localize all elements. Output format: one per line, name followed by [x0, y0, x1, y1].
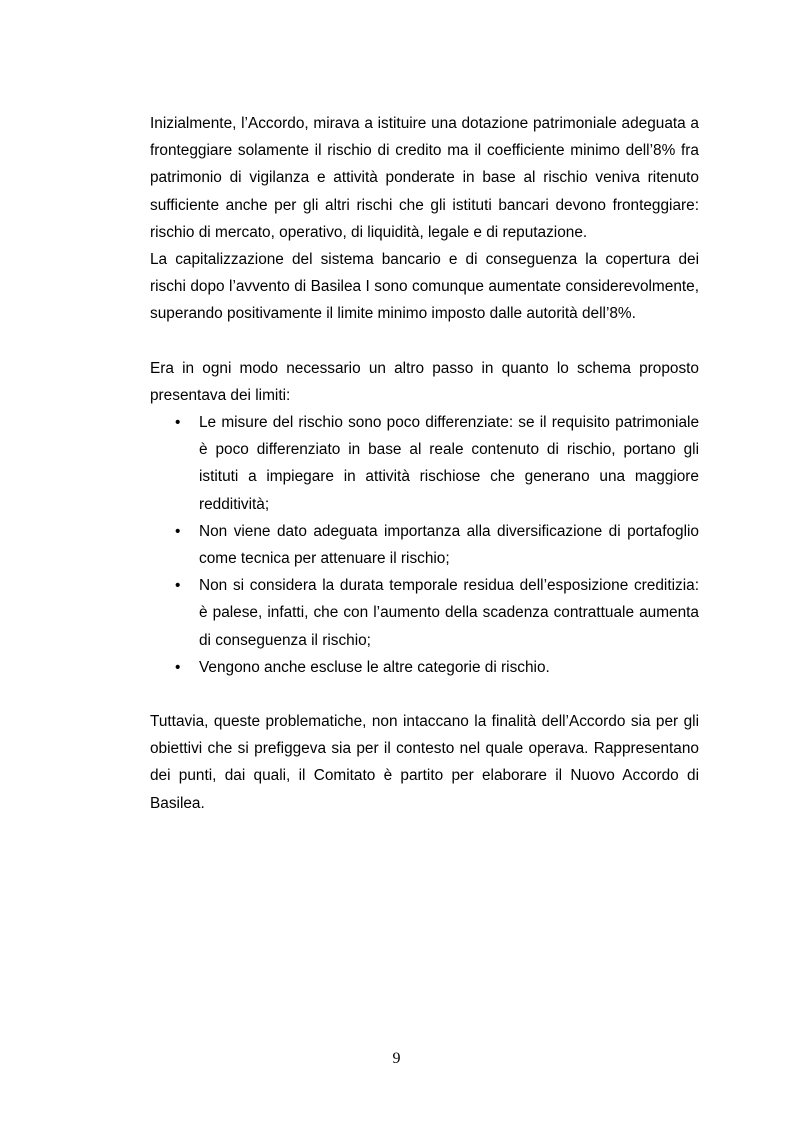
bullet-icon: •	[175, 414, 181, 432]
paragraph-limits-intro: Era in ogni modo necessario un altro passo in quanto lo schema proposto presentava dei limiti:	[150, 359, 699, 404]
paragraph-spacer	[150, 681, 699, 708]
list-item	[175, 654, 699, 681]
bullet-icon: •	[175, 522, 181, 540]
limits-list	[150, 409, 699, 681]
document-body	[150, 110, 699, 817]
list-item-text: Vengono anche escluse le altre categorie di rischio.	[199, 658, 550, 676]
bullet-icon: •	[175, 658, 181, 676]
paragraph-capitalization: La capitalizzazione del sistema bancario e di conseguenza la copertura dei rischi dopo l’avvento di Basilea I sono comunque aumentate considerevolmente, superando positivamente il limite minimo imposto dalle autorità dell’8%.	[150, 251, 699, 323]
list-item	[175, 518, 699, 572]
paragraph-spacer	[150, 328, 699, 355]
list-item-text: Non si considera la durata temporale residua dell’esposizione creditizia: è palese, infatti, che con l’aumento della scadenza contrattuale aumenta di conseguenza il rischio;	[199, 577, 699, 649]
paragraph-conclusion: Tuttavia, queste problematiche, non intaccano la finalità dell’Accordo sia per gli obiettivi che si prefiggeva sia per il contesto nel quale operava. Rappresentano dei punti, dai quali, il Comitato è partito per elaborare il Nuovo Accordo di Basilea.	[150, 713, 699, 812]
bullet-icon: •	[175, 577, 181, 595]
page-number: 9	[392, 1050, 401, 1067]
paragraph-initial-accord: Inizialmente, l’Accordo, mirava a istituire una dotazione patrimoniale adeguata a fronteggiare solamente il rischio di credito ma il coefficiente minimo dell’8% fra patrimonio di vigilanza e attività ponderate in base al rischio veniva ritenuto sufficiente anche per gli altri rischi che gli istituti bancari devono fronteggiare: rischio di mercato, operativo, di liquidità, legale e di reputazione.	[150, 115, 699, 241]
list-item-text: Non viene dato adeguata importanza alla diversificazione di portafoglio come tecnica per attenuare il rischio;	[199, 522, 699, 568]
list-item-text: Le misure del rischio sono poco differenziate: se il requisito patrimoniale è poco differenziato in base al reale contenuto di rischio, portano gli istituti a impiegare in attività rischiose che generano una maggiore redditività;	[199, 414, 699, 513]
list-item	[175, 572, 699, 654]
list-item	[175, 409, 699, 518]
